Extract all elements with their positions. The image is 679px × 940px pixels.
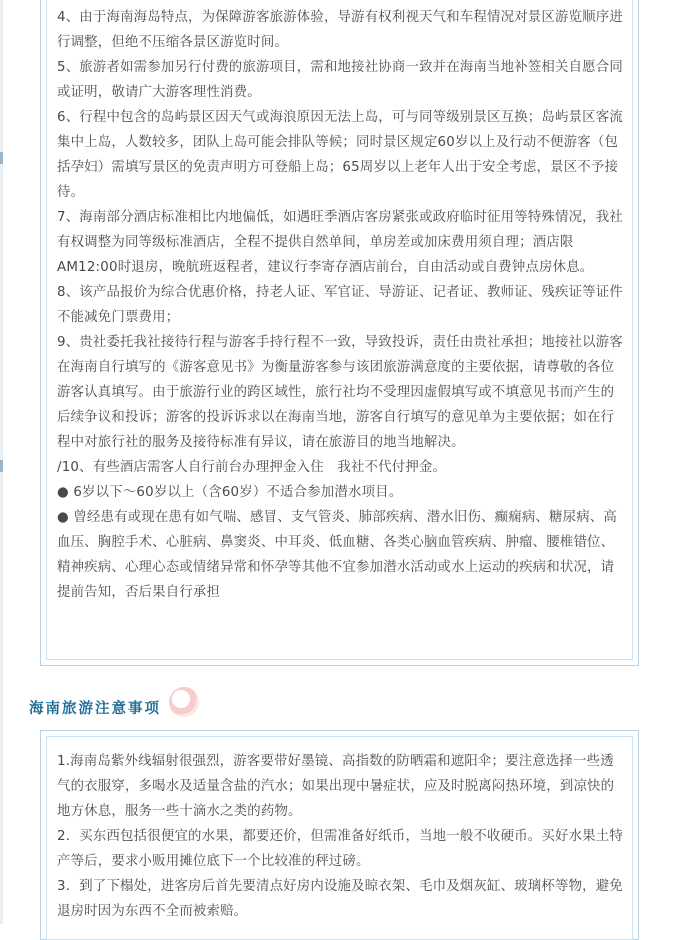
tip-item: 3．到了下榻处，进客房后首先要清点好房内设施及晾衣架、毛巾及烟灰缸、玻璃杯等物，避免退房时因为东西不全而被索赔。 — [57, 879, 623, 919]
title-circle-decoration — [169, 687, 199, 717]
left-edge-tick — [0, 152, 3, 164]
tip-item: 1.海南岛紫外线辐射很强烈，游客要带好墨镜、高指数的防晒霜和遮阳伞；要注意选择一些透气的衣服穿，多喝水及适量含盐的汽水；如果出现中暑症状，应及时脱离闷热环境，到凉快的地方休息，服务一些十滴水之类的药物。 — [57, 754, 615, 819]
left-edge-tick — [0, 460, 3, 472]
notes-content — [57, 5, 627, 605]
note-item: ● 6岁以下～60岁以上（含60岁）不适合参加潜水项目。 — [57, 485, 403, 500]
section-title: 海南旅游注意事项 — [29, 701, 161, 717]
note-item: 5、旅游者如需参加另行付费的旅游项目，需和地接社协商一致并在海南当地补签相关自愿合同或证明，敬请广大游客理性消费。 — [57, 60, 623, 100]
note-item: 8、该产品报价为综合优惠价格，持老人证、军官证、导游证、记者证、教师证、残疾证等证件不能减免门票费用； — [57, 285, 623, 325]
note-item: 4、由于海南海岛特点，为保障游客旅游体验，导游有权利视天气和车程情况对景区游览顺序进行调整，但绝不压缩各景区游览时间。 — [57, 10, 623, 50]
note-item: ● 曾经患有或现在患有如气喘、感冒、支气管炎、肺部疾病、潜水旧伤、癫痫病、糖尿病、高血压、胸腔手术、心脏病、鼻窦炎、中耳炎、低血糖、各类心脑血管疾病、肿瘤、腰椎错位、精神疾病、心理心态或情绪异常和怀孕等其他不宜参加潜水活动或水上运动的疾病和状况，请提前告知，否后果自行承担 — [57, 510, 617, 600]
tip-item: 2．买东西包括很便宜的水果，都要还价，但需准备好纸币，当地一般不收硬币。买好水果土特产等后，要求小贩用摊位底下一个比较准的秤过磅。 — [57, 829, 623, 869]
tips-content — [57, 749, 627, 924]
note-item: /10、有些酒店需客人自行前台办理押金入住 我社不代付押金。 — [57, 460, 447, 475]
note-item: 6、行程中包含的岛屿景区因天气或海浪原因无法上岛，可与同等级别景区互换；岛屿景区客流集中上岛，人数较多，团队上岛可能会排队等候；同时景区规定60岁以上及行动不便游客（包括孕妇）需填写景区的免责声明方可登船上岛；65周岁以上老年人出于安全考虑，景区不予接待。 — [57, 110, 623, 200]
note-item: 9、贵社委托我社接待行程与游客手持行程不一致，导致投诉，责任由贵社承担；地接社以游客在海南自行填写的《游客意见书》为衡量游客参与该团旅游满意度的主要依据，请尊敬的各位游客认真填写。由于旅游行业的跨区域性，旅行社均不受理因虚假填写或不填意见书而产生的后续争议和投诉；游客的投诉诉求以在海南当地，游客自行填写的意见单为主要依据；如在行程中对旅行社的服务及接待标准有异议，请在旅游目的地当地解决。 — [57, 335, 623, 450]
note-item: 7、海南部分酒店标准相比内地偏低，如遇旺季酒店客房紧张或政府临时征用等特殊情况，我社有权调整为同等级标准酒店，全程不提供自然单间，单房差或加床费用须自理；酒店限AM12:00时退房，晚航班返程者，建议行李寄存酒店前台，自由活动或自费钟点房休息。 — [57, 210, 623, 275]
